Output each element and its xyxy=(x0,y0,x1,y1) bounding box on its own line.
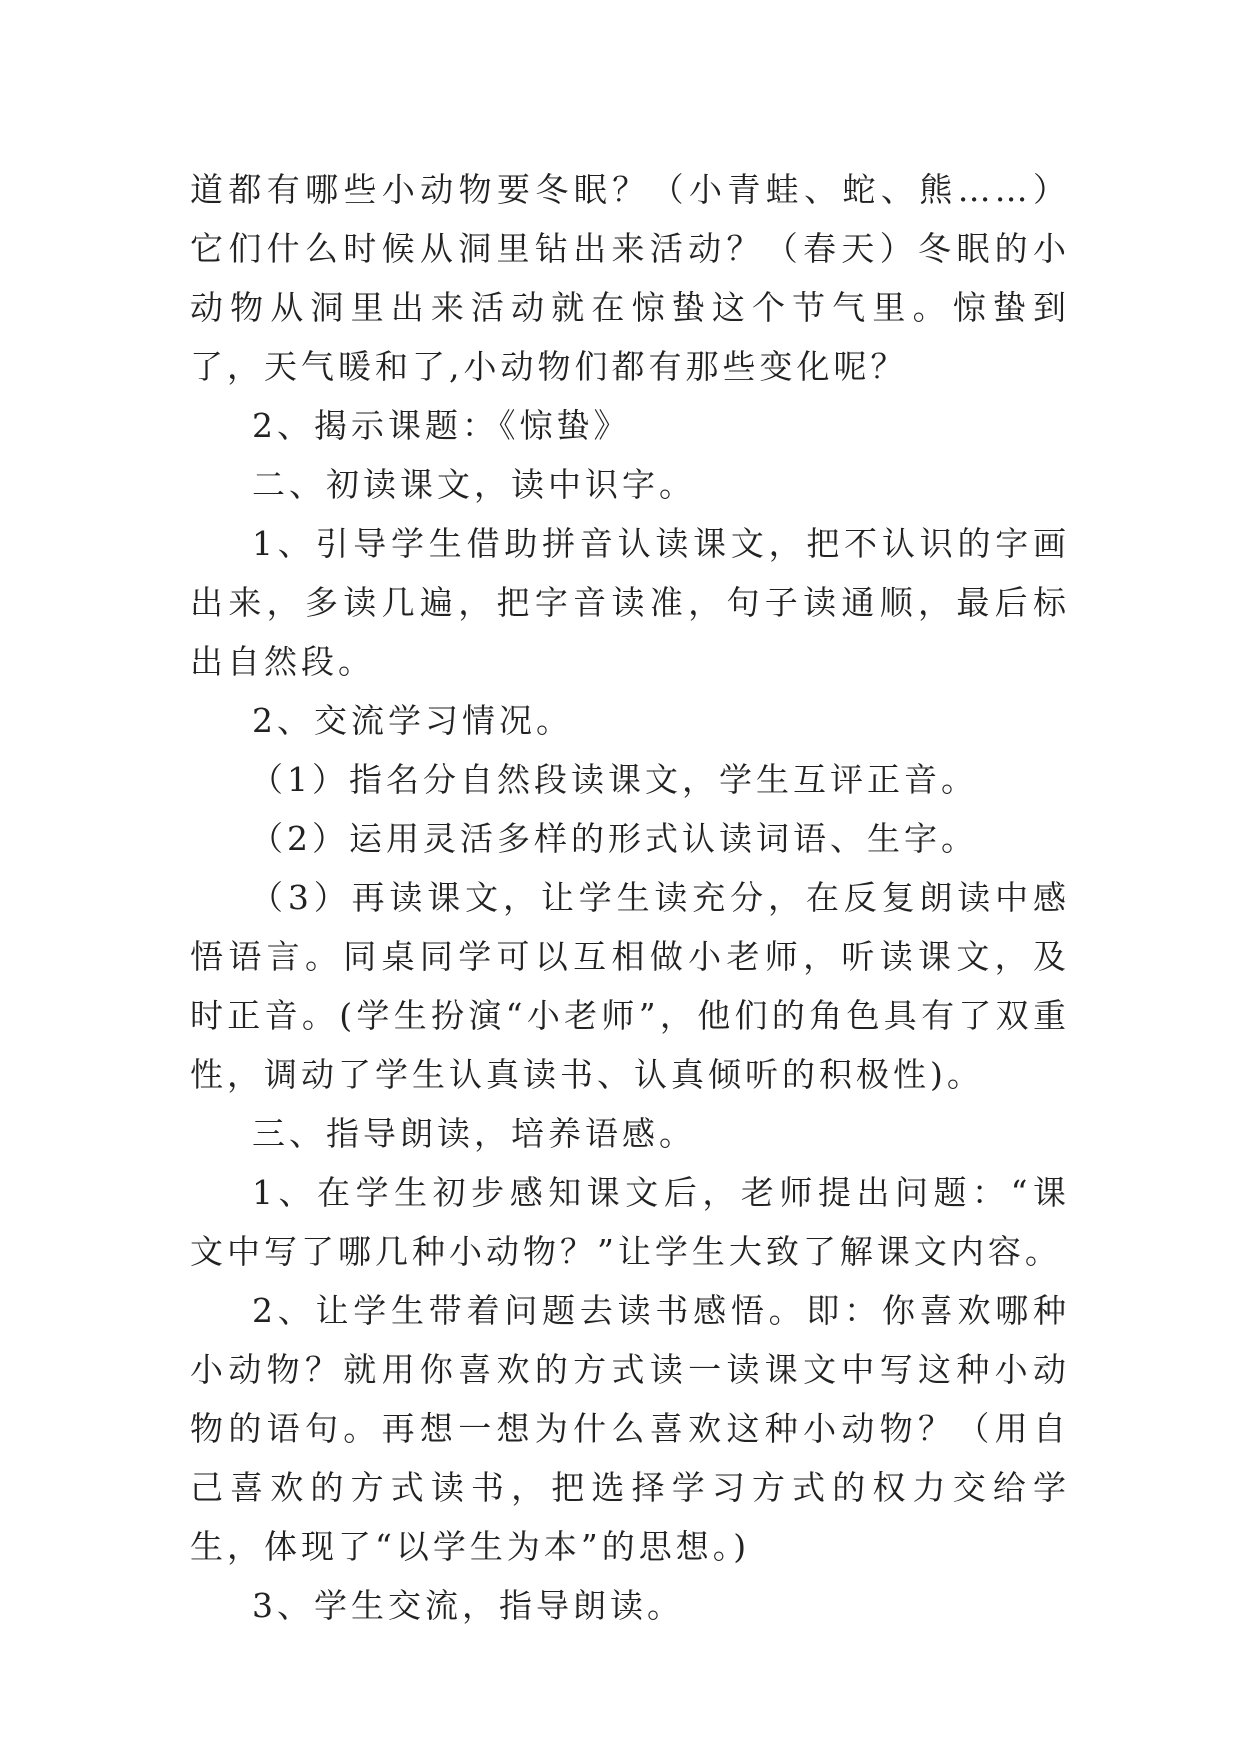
paragraph-9: 三、指导朗读，培养语感。 xyxy=(252,1114,696,1153)
paragraph-1: 道都有哪些小动物要冬眠？（小青蛙、蛇、熊……）它们什么时候从洞里钻出来活动？（春天）冬眠的小动物从洞里出来活动就在惊蛰这个节气里。惊蛰到了，天气暖和了,小动物们都有那些变化呢？ xyxy=(190,170,1070,386)
paragraph-2: 2、揭示课题：《惊蛰》 xyxy=(252,406,631,445)
paragraph-11: 2、让学生带着问题去读书感悟。即：你喜欢哪种小动物？就用你喜欢的方式读一读课文中写这种小动物的语句。再想一想为什么喜欢这种小动物？（用自己喜欢的方式读书，把选择学习方式的权力交给学生，体现了“以学生为本”的思想。) xyxy=(190,1291,1070,1566)
paragraph-7: （2）运用灵活多样的形式认读词语、生字。 xyxy=(250,819,978,858)
document-body xyxy=(190,160,1070,1635)
paragraph-3: 二、初读课文，读中识字。 xyxy=(252,465,696,504)
paragraph-10: 1、在学生初步感知课文后，老师提出问题：“课文中写了哪几种小动物？”让学生大致了解课文内容。 xyxy=(190,1173,1070,1271)
paragraph-8: （3）再读课文，让学生读充分，在反复朗读中感悟语言。同桌同学可以互相做小老师，听读课文，及时正音。(学生扮演“小老师”，他们的角色具有了双重性，调动了学生认真读书、认真倾听的积极性)。 xyxy=(190,878,1070,1094)
paragraph-4: 1、引导学生借助拼音认读课文，把不认识的字画出来，多读几遍，把字音读准，句子读通顺，最后标出自然段。 xyxy=(190,524,1070,681)
paragraph-12: 3、学生交流，指导朗读。 xyxy=(252,1586,684,1625)
paragraph-5: 2、交流学习情况。 xyxy=(252,701,573,740)
paragraph-6: （1）指名分自然段读课文，学生互评正音。 xyxy=(250,760,978,799)
